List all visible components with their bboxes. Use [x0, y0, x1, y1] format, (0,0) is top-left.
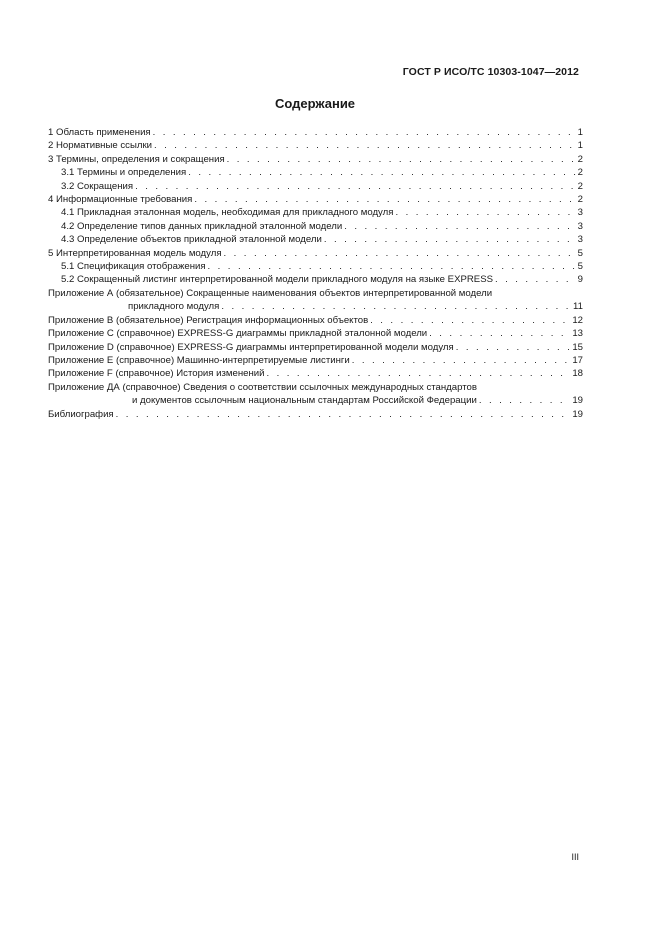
toc-entry-text: 3.2 Сокращения: [61, 180, 134, 192]
toc-entry[interactable]: [48, 260, 583, 273]
toc-entry-text: Приложение D (справочное) EXPRESS-G диаграммы интерпретированной модели модуля: [48, 341, 454, 353]
leader-dots: [324, 233, 576, 246]
toc-entry-text: 5 Интерпретированная модель модуля: [48, 247, 222, 259]
toc-entry-text: Приложение ДА (справочное) Сведения о соответствии ссылочных международных стандартов: [48, 381, 477, 393]
toc-entry[interactable]: [48, 180, 583, 193]
toc-entry-page: 2: [577, 194, 583, 206]
leader-dots: [479, 394, 571, 407]
leader-dots: [135, 180, 576, 193]
toc-entry-text: 5.2 Сокращенный листинг интерпретированной модели прикладного модуля на языке EXPRESS: [61, 274, 493, 286]
toc-entry-page: 13: [572, 328, 583, 340]
toc-entry[interactable]: [48, 126, 583, 139]
toc-entry[interactable]: [48, 314, 583, 327]
toc-entry-text-continued: прикладного модуля: [128, 301, 220, 313]
toc-entry[interactable]: [48, 327, 583, 340]
leader-dots: [153, 126, 576, 139]
leader-dots: [227, 153, 576, 166]
toc-entry[interactable]: [48, 153, 583, 166]
toc-entry[interactable]: [48, 139, 583, 152]
toc-entry-page: 19: [572, 395, 583, 407]
toc-entry[interactable]: [48, 220, 583, 233]
toc-entry[interactable]: [48, 247, 583, 260]
toc-entry-text: Приложение А (обязательное) Сокращенные наименования объектов интерпретированной модели: [48, 287, 493, 299]
toc-entry-text: 1 Область применения: [48, 127, 151, 138]
leader-dots: [188, 166, 575, 179]
toc-entry-text: Приложение F (справочное) История изменений: [48, 368, 265, 380]
toc-entry[interactable]: [48, 287, 583, 314]
toc-entry-page: 12: [572, 314, 583, 326]
toc-entry[interactable]: [48, 206, 583, 219]
toc-entry-page: 2: [577, 180, 583, 192]
toc-entry-page: 2: [577, 167, 583, 179]
leader-dots: [116, 408, 571, 421]
toc-entry-text: 4.3 Определение объектов прикладной эталонной модели: [61, 234, 322, 246]
toc-entry-page: 15: [572, 341, 583, 353]
toc-entry-page: 5: [577, 261, 583, 273]
toc-entry-page: 17: [572, 354, 583, 366]
leader-dots: [194, 193, 575, 206]
leader-dots: [456, 341, 571, 354]
toc-entry[interactable]: [48, 273, 583, 286]
toc-entry-text: 4 Информационные требования: [48, 194, 193, 206]
toc-entry[interactable]: [48, 354, 583, 367]
leader-dots: [495, 273, 576, 286]
toc-entry-text: 5.1 Спецификация отображения: [61, 261, 206, 273]
toc-entry[interactable]: [48, 367, 583, 380]
toc-entry-page: 19: [572, 408, 583, 420]
leader-dots: [154, 139, 576, 152]
toc-entry-text: Приложение С (справочное) EXPRESS-G диаграммы прикладной эталонной модели: [48, 328, 428, 340]
page-number: III: [571, 852, 579, 862]
toc-entry-text: 4.2 Определение типов данных прикладной эталонной модели: [61, 220, 343, 232]
leader-dots: [395, 206, 575, 219]
toc-entry-text: 3.1 Термины и определения: [61, 167, 187, 179]
leader-dots: [208, 260, 576, 273]
toc-entry-page: 1: [577, 127, 583, 138]
toc-entry-text: Библиография: [48, 408, 114, 420]
table-of-contents: [48, 126, 583, 421]
toc-entry[interactable]: [48, 233, 583, 246]
document-code: ГОСТ Р ИСО/ТС 10303-1047—2012: [402, 66, 579, 78]
toc-entry-page: 2: [577, 153, 583, 165]
leader-dots: [352, 354, 571, 367]
toc-entry[interactable]: [48, 381, 583, 408]
leader-dots: [370, 314, 570, 327]
toc-entry[interactable]: [48, 408, 583, 421]
toc-entry-page: 1: [577, 140, 583, 152]
leader-dots: [224, 247, 576, 260]
toc-entry-page: 18: [572, 368, 583, 380]
toc-entry-page: 3: [577, 207, 583, 219]
toc-entry-text-continued: и документов ссылочным национальным стандартам Российской Федерации: [132, 395, 477, 407]
toc-entry-text: 2 Нормативные ссылки: [48, 140, 153, 152]
toc-entry-page: 11: [573, 301, 583, 313]
toc-entry-text: Приложение E (справочное) Машинно-интерпретируемые листинги: [48, 354, 350, 366]
toc-entry-page: 3: [577, 234, 583, 246]
toc-entry-text: 3 Термины, определения и сокращения: [48, 153, 225, 165]
leader-dots: [429, 327, 570, 340]
leader-dots: [344, 220, 575, 233]
toc-entry[interactable]: [48, 193, 583, 206]
leader-dots: [221, 300, 571, 313]
toc-entry-page: 9: [577, 274, 583, 286]
toc-title: Содержание: [274, 96, 356, 111]
toc-entry-text: Приложение В (обязательное) Регистрация информационных объектов: [48, 314, 369, 326]
toc-entry-text: 4.1 Прикладная эталонная модель, необходимая для прикладного модуля: [61, 207, 394, 219]
toc-entry[interactable]: [48, 341, 583, 354]
toc-entry[interactable]: [48, 166, 583, 179]
toc-entry-page: 5: [577, 247, 583, 259]
leader-dots: [266, 367, 570, 380]
toc-entry-page: 3: [577, 220, 583, 232]
